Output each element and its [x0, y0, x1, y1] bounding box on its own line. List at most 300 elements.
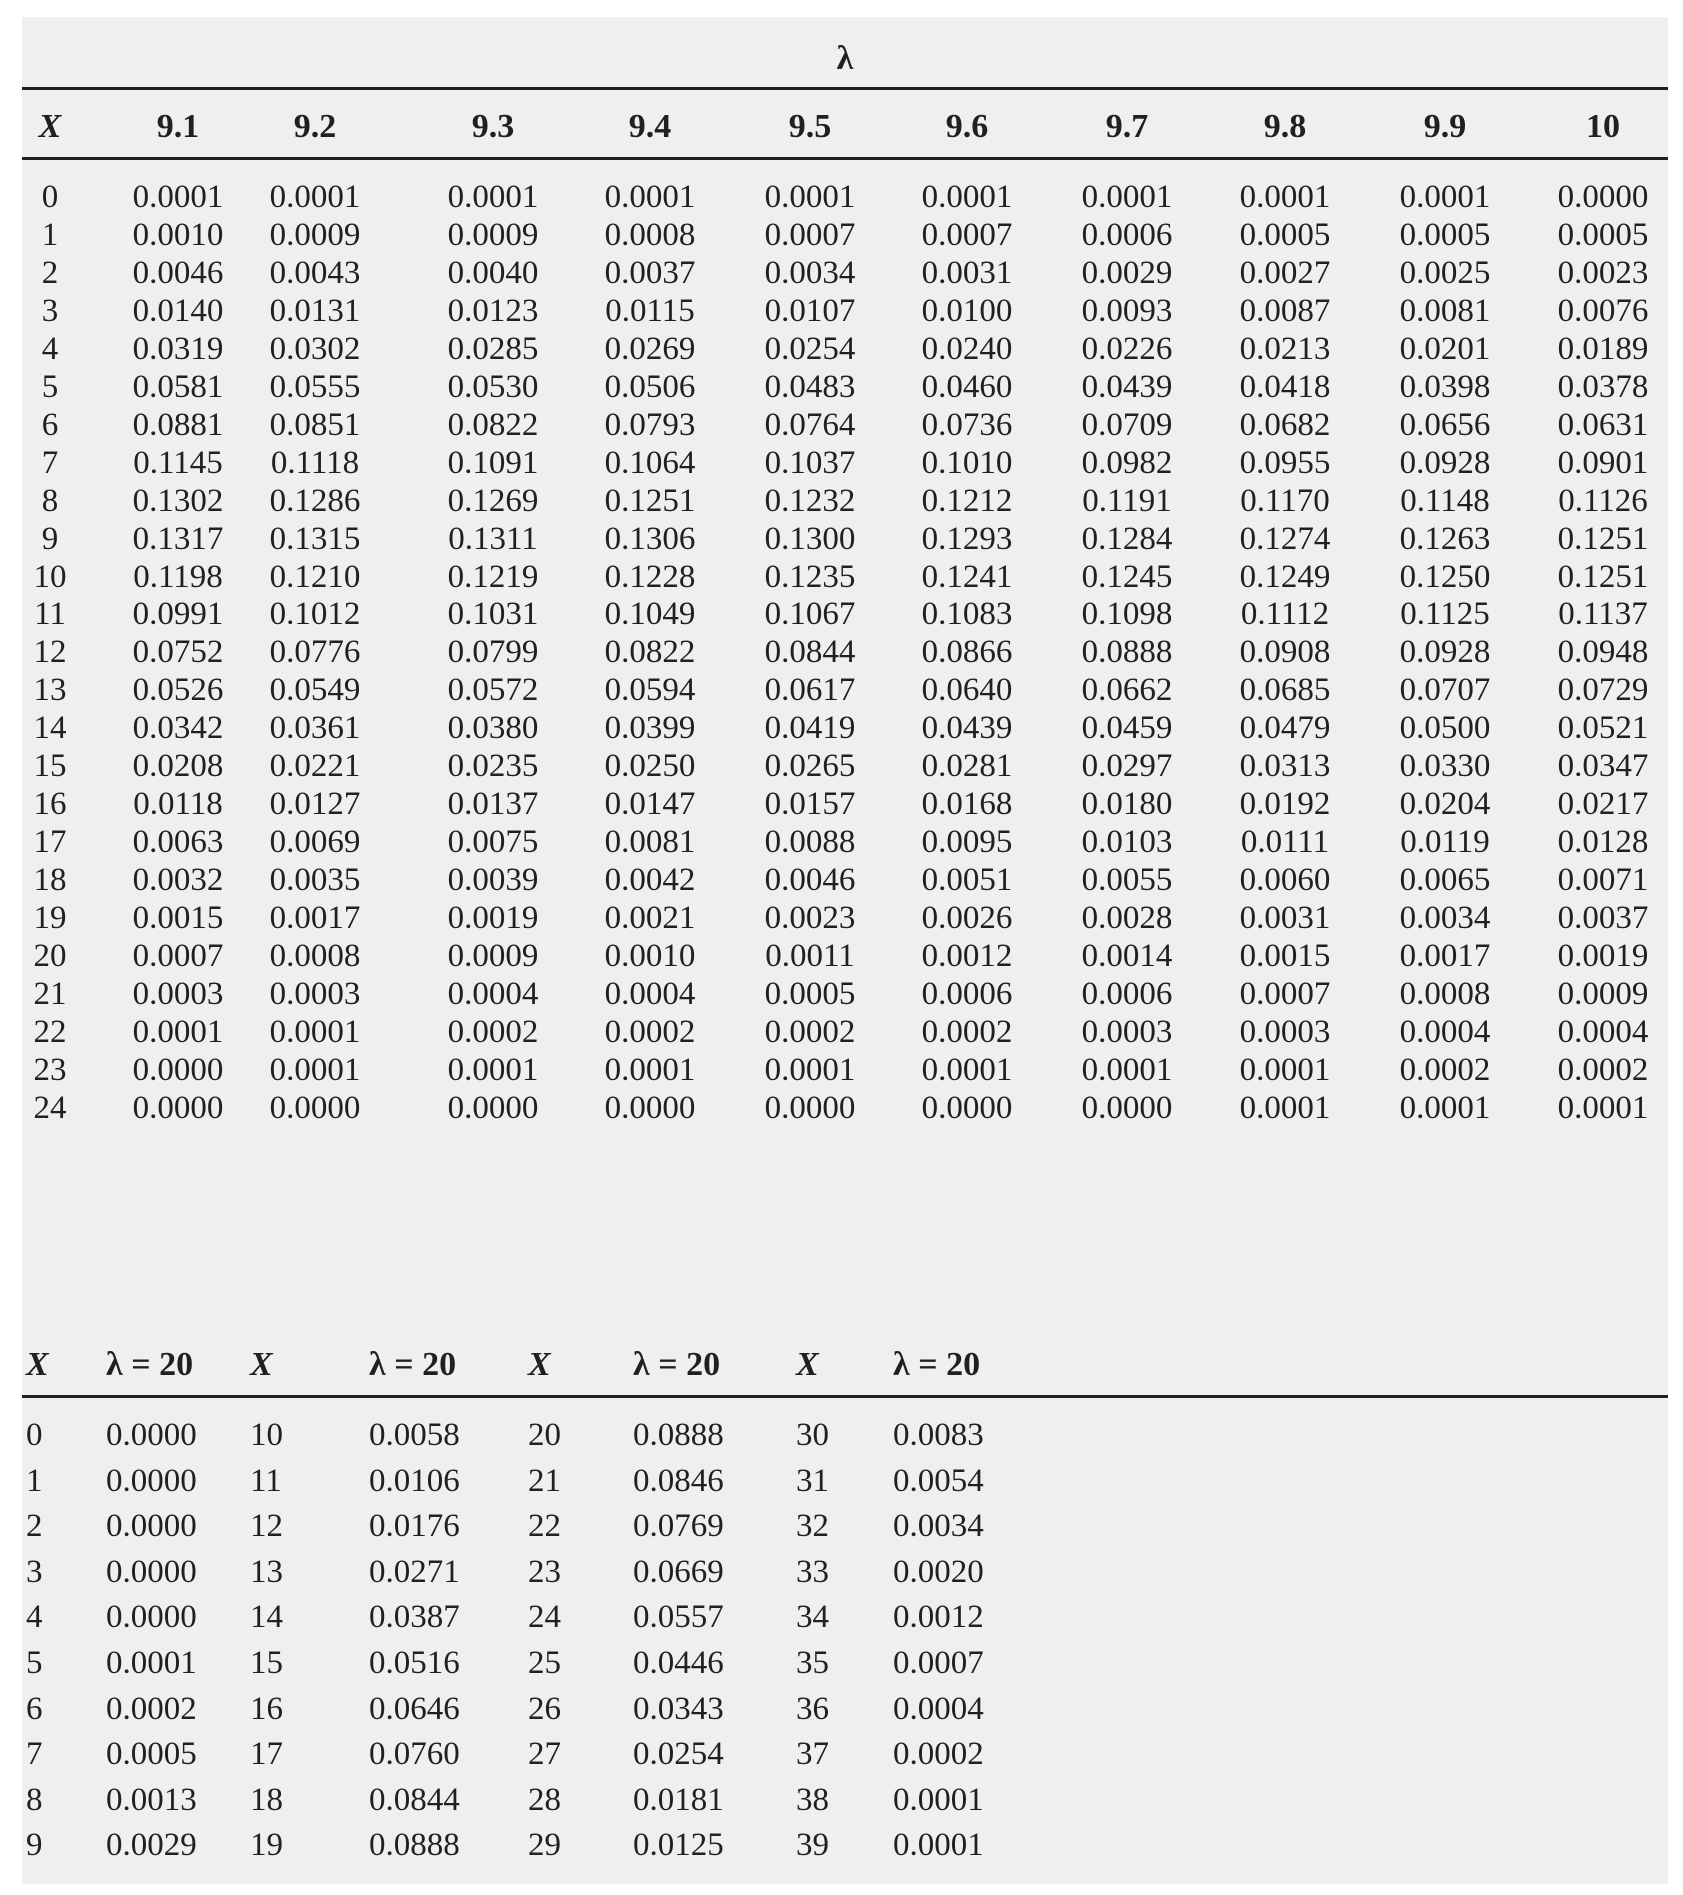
probability-value: 0.1137: [1558, 596, 1648, 633]
probability-value: 0.0023: [764, 900, 856, 937]
probability-value: 0.0001: [604, 179, 696, 215]
x-value: 7: [41, 444, 59, 481]
probability-value: 0.0707: [1399, 672, 1491, 709]
lambda-column-header: 9.7: [1105, 108, 1149, 145]
x-value: 3: [41, 292, 59, 329]
x-value: 8: [26, 1781, 43, 1818]
probability-value: 0.0000: [106, 1599, 197, 1636]
probability-value: 0.0387: [369, 1599, 460, 1636]
probability-value: 0.0000: [106, 1508, 197, 1545]
lambda-20-column-header: λ = 20: [369, 1346, 457, 1383]
probability-value: 0.1145: [133, 444, 223, 481]
x-value: 3: [26, 1553, 43, 1590]
probability-value: 0.0054: [893, 1462, 984, 1499]
probability-value: 0.0015: [1239, 938, 1331, 974]
probability-value: 0.0002: [1399, 1051, 1491, 1088]
probability-value: 0.0866: [921, 634, 1013, 671]
probability-value: 0.0000: [106, 1417, 197, 1453]
x-value: 1: [26, 1462, 43, 1499]
probability-value: 0.0118: [133, 786, 223, 823]
probability-value: 0.0157: [764, 786, 856, 823]
probability-value: 0.0014: [1081, 938, 1173, 974]
probability-value: 0.0000: [132, 1051, 224, 1088]
x-value: 24: [33, 1089, 67, 1126]
x-value: 4: [41, 330, 59, 367]
probability-value: 0.1263: [1399, 520, 1491, 557]
probability-value: 0.0002: [604, 1013, 696, 1050]
probability-value: 0.0075: [447, 824, 539, 861]
probability-value: 0.0181: [633, 1781, 724, 1818]
probability-value: 0.0347: [1557, 748, 1649, 785]
probability-value: 0.1212: [921, 482, 1013, 519]
probability-value: 0.0004: [604, 975, 696, 1012]
probability-value: 0.0572: [447, 672, 539, 709]
x-value: 2: [41, 254, 59, 291]
lambda-column-header: 9.8: [1263, 108, 1307, 145]
probability-value: 0.0769: [633, 1508, 724, 1545]
probability-value: 0.0076: [1557, 292, 1649, 329]
x-value: 0: [26, 1417, 43, 1453]
probability-value: 0.0709: [1081, 406, 1173, 443]
probability-value: 0.0095: [921, 824, 1013, 861]
probability-value: 0.0000: [1557, 179, 1649, 215]
probability-value: 0.0128: [1557, 824, 1649, 861]
table-row: [22, 1085, 1668, 1131]
x-value: 35: [796, 1645, 829, 1681]
probability-value: 0.0004: [1557, 1013, 1649, 1050]
probability-value: 0.0046: [132, 254, 224, 291]
x-column-header: X: [528, 1346, 551, 1383]
probability-value: 0.0254: [633, 1736, 724, 1773]
x-value: 39: [796, 1827, 829, 1864]
probability-value: 0.0011: [765, 938, 855, 974]
probability-value: 0.0189: [1557, 330, 1649, 367]
probability-value: 0.0001: [921, 179, 1013, 215]
probability-value: 0.0001: [1399, 179, 1491, 215]
x-value: 18: [250, 1781, 283, 1818]
probability-value: 0.0682: [1239, 406, 1331, 443]
x-value: 8: [41, 482, 59, 519]
probability-value: 0.0822: [447, 406, 539, 443]
table-row: [22, 1686, 1668, 1732]
probability-value: 0.0888: [633, 1417, 724, 1453]
probability-value: 0.0001: [893, 1781, 984, 1818]
probability-value: 0.0147: [604, 786, 696, 823]
probability-value: 0.0006: [1081, 975, 1173, 1012]
probability-value: 0.0009: [1557, 975, 1649, 1012]
probability-value: 0.1064: [604, 444, 696, 481]
probability-value: 0.0003: [269, 975, 361, 1012]
probability-value: 0.0000: [447, 1089, 539, 1126]
probability-value: 0.0012: [921, 938, 1013, 974]
probability-value: 0.1245: [1081, 558, 1173, 595]
x-value: 38: [796, 1781, 829, 1818]
probability-value: 0.1315: [269, 520, 361, 557]
probability-value: 0.0001: [269, 1013, 361, 1050]
probability-value: 0.0002: [921, 1013, 1013, 1050]
x-value: 23: [528, 1553, 561, 1590]
x-value: 9: [41, 520, 59, 557]
probability-value: 0.0760: [369, 1736, 460, 1773]
probability-value: 0.1269: [447, 482, 539, 519]
probability-value: 0.0000: [604, 1089, 696, 1126]
probability-value: 0.0002: [1557, 1051, 1649, 1088]
probability-value: 0.0007: [132, 938, 224, 974]
probability-value: 0.0010: [132, 216, 224, 253]
probability-value: 0.0235: [447, 748, 539, 785]
x-value: 14: [250, 1599, 283, 1636]
probability-value: 0.0008: [269, 938, 361, 974]
x-value: 22: [33, 1013, 67, 1050]
lambda-title: λ: [836, 40, 854, 77]
probability-value: 0.0004: [447, 975, 539, 1012]
table-row: [22, 1731, 1668, 1777]
lambda-20-column-header: λ = 20: [106, 1346, 194, 1383]
probability-value: 0.0001: [1081, 1051, 1173, 1088]
x-value: 23: [33, 1051, 67, 1088]
probability-value: 0.0685: [1239, 672, 1331, 709]
x-value: 13: [250, 1553, 283, 1590]
probability-value: 0.0001: [1239, 179, 1331, 215]
probability-value: 0.1219: [447, 558, 539, 595]
probability-value: 0.1293: [921, 520, 1013, 557]
probability-value: 0.0005: [764, 975, 856, 1012]
probability-value: 0.1067: [764, 596, 856, 633]
lambda-column-header: 9.1: [156, 108, 200, 145]
lambda-column-header: 9.6: [945, 108, 989, 145]
probability-value: 0.0131: [269, 292, 361, 329]
probability-value: 0.0009: [269, 216, 361, 253]
probability-value: 0.0265: [764, 748, 856, 785]
probability-value: 0.1170: [1240, 482, 1330, 519]
probability-value: 0.0012: [893, 1599, 984, 1636]
x-value: 2: [26, 1508, 43, 1545]
probability-value: 0.0000: [921, 1089, 1013, 1126]
probability-value: 0.0736: [921, 406, 1013, 443]
probability-value: 0.0549: [269, 672, 361, 709]
probability-value: 0.0269: [604, 330, 696, 367]
probability-value: 0.0029: [1081, 254, 1173, 291]
probability-value: 0.0000: [132, 1089, 224, 1126]
lambda-20-column-header: λ = 20: [893, 1346, 981, 1383]
probability-value: 0.0764: [764, 406, 856, 443]
probability-value: 0.0851: [269, 406, 361, 443]
x-value: 16: [33, 786, 67, 823]
probability-value: 0.0034: [764, 254, 856, 291]
probability-value: 0.0982: [1081, 444, 1173, 481]
probability-value: 0.0776: [269, 634, 361, 671]
probability-value: 0.0446: [633, 1645, 724, 1681]
probability-value: 0.0042: [604, 862, 696, 899]
probability-value: 0.0005: [1239, 216, 1331, 253]
x-value: 27: [528, 1736, 561, 1773]
probability-value: 0.0035: [269, 862, 361, 899]
probability-value: 0.0516: [369, 1645, 460, 1681]
probability-value: 0.0015: [132, 900, 224, 937]
probability-value: 0.1098: [1081, 596, 1173, 633]
probability-value: 0.0001: [447, 179, 539, 215]
probability-value: 0.0003: [1239, 1013, 1331, 1050]
probability-value: 0.0846: [633, 1462, 724, 1499]
table-row: [22, 1822, 1668, 1868]
probability-value: 0.0001: [269, 179, 361, 215]
probability-value: 0.0115: [605, 292, 695, 329]
probability-value: 0.0083: [893, 1417, 984, 1453]
x-value: 12: [33, 634, 67, 671]
probability-value: 0.0001: [1081, 179, 1173, 215]
probability-value: 0.0004: [1399, 1013, 1491, 1050]
probability-value: 0.0007: [921, 216, 1013, 253]
probability-value: 0.0008: [604, 216, 696, 253]
probability-value: 0.0013: [106, 1781, 197, 1818]
probability-value: 0.0250: [604, 748, 696, 785]
probability-value: 0.0026: [921, 900, 1013, 937]
probability-value: 0.0729: [1557, 672, 1649, 709]
probability-value: 0.0581: [132, 368, 224, 405]
probability-value: 0.0063: [132, 824, 224, 861]
probability-value: 0.0001: [893, 1827, 984, 1864]
probability-value: 0.0071: [1557, 862, 1649, 899]
probability-value: 0.0419: [764, 710, 856, 747]
probability-value: 0.1091: [447, 444, 539, 481]
x-value: 7: [26, 1736, 43, 1773]
x-value: 15: [250, 1645, 283, 1681]
probability-value: 0.1306: [604, 520, 696, 557]
table2-header-row: [22, 1342, 1668, 1388]
probability-value: 0.0008: [1399, 975, 1491, 1012]
probability-value: 0.0002: [893, 1736, 984, 1773]
probability-value: 0.0111: [1240, 824, 1330, 861]
probability-value: 0.0019: [447, 900, 539, 937]
x-value: 15: [33, 748, 67, 785]
probability-value: 0.1126: [1558, 482, 1648, 519]
probability-value: 0.0991: [132, 596, 224, 633]
probability-value: 0.0021: [604, 900, 696, 937]
probability-value: 0.0948: [1557, 634, 1649, 671]
probability-value: 0.0799: [447, 634, 539, 671]
probability-value: 0.0594: [604, 672, 696, 709]
x-value: 21: [528, 1462, 561, 1499]
probability-value: 0.0001: [764, 1051, 856, 1088]
x-value: 22: [528, 1508, 561, 1545]
probability-value: 0.0005: [106, 1736, 197, 1773]
x-value: 13: [33, 672, 67, 709]
x-value: 18: [33, 862, 67, 899]
table-row: [22, 1458, 1668, 1504]
probability-value: 0.0002: [764, 1013, 856, 1050]
probability-value: 0.0007: [893, 1645, 984, 1681]
x-value: 20: [528, 1417, 561, 1453]
probability-value: 0.1037: [764, 444, 856, 481]
x-value: 5: [26, 1645, 43, 1681]
probability-value: 0.0217: [1557, 786, 1649, 823]
table-row: [22, 1412, 1668, 1458]
probability-value: 0.0285: [447, 330, 539, 367]
probability-value: 0.0020: [893, 1553, 984, 1590]
probability-value: 0.0046: [764, 862, 856, 899]
x-value: 33: [796, 1553, 829, 1590]
probability-value: 0.1251: [604, 482, 696, 519]
probability-value: 0.0040: [447, 254, 539, 291]
probability-value: 0.0039: [447, 862, 539, 899]
table2-header-rule: [22, 1395, 1668, 1398]
probability-value: 0.0025: [1399, 254, 1491, 291]
probability-value: 0.0003: [132, 975, 224, 1012]
x-value: 6: [41, 406, 59, 443]
table-row: [22, 1549, 1668, 1595]
probability-value: 0.0027: [1239, 254, 1331, 291]
probability-value: 0.0226: [1081, 330, 1173, 367]
probability-value: 0.0001: [1239, 1089, 1331, 1126]
probability-value: 0.0168: [921, 786, 1013, 823]
probability-value: 0.0037: [1557, 900, 1649, 937]
probability-value: 0.0330: [1399, 748, 1491, 785]
probability-value: 0.0500: [1399, 710, 1491, 747]
probability-value: 0.0000: [1081, 1089, 1173, 1126]
probability-value: 0.0001: [604, 1051, 696, 1088]
probability-value: 0.0000: [106, 1553, 197, 1590]
probability-value: 0.0617: [764, 672, 856, 709]
probability-value: 0.0055: [1081, 862, 1173, 899]
probability-value: 0.0000: [764, 1089, 856, 1126]
probability-value: 0.0081: [1399, 292, 1491, 329]
probability-value: 0.0006: [921, 975, 1013, 1012]
probability-value: 0.1125: [1400, 596, 1490, 633]
table-row: [22, 1777, 1668, 1823]
probability-value: 0.1311: [448, 520, 538, 557]
x-value: 19: [33, 900, 67, 937]
probability-value: 0.0844: [369, 1781, 460, 1818]
probability-value: 0.0631: [1557, 406, 1649, 443]
probability-value: 0.0031: [921, 254, 1013, 291]
probability-value: 0.0662: [1081, 672, 1173, 709]
probability-value: 0.1235: [764, 558, 856, 595]
probability-value: 0.0221: [269, 748, 361, 785]
x-value: 31: [796, 1462, 829, 1499]
top-rule: [22, 87, 1668, 90]
probability-value: 0.0007: [1239, 975, 1331, 1012]
x-value: 17: [33, 824, 67, 861]
probability-value: 0.0006: [1081, 216, 1173, 253]
x-value: 11: [250, 1462, 282, 1499]
probability-value: 0.0087: [1239, 292, 1331, 329]
probability-value: 0.0051: [921, 862, 1013, 899]
lambda-20-column-header: λ = 20: [633, 1346, 721, 1383]
probability-value: 0.0399: [604, 710, 696, 747]
probability-value: 0.0361: [269, 710, 361, 747]
probability-value: 0.0001: [764, 179, 856, 215]
probability-value: 0.0646: [369, 1690, 460, 1727]
x-value: 28: [528, 1781, 561, 1818]
table-row: [22, 1594, 1668, 1640]
probability-value: 0.0002: [106, 1690, 197, 1727]
probability-value: 0.0380: [447, 710, 539, 747]
probability-value: 0.0908: [1239, 634, 1331, 671]
probability-value: 0.0100: [921, 292, 1013, 329]
probability-value: 0.0793: [604, 406, 696, 443]
probability-value: 0.0009: [447, 938, 539, 974]
probability-value: 0.0343: [633, 1690, 724, 1727]
probability-value: 0.1083: [921, 596, 1013, 633]
probability-value: 0.0005: [1399, 216, 1491, 253]
probability-value: 0.0928: [1399, 444, 1491, 481]
poisson-table-panel: [22, 17, 1668, 1884]
probability-value: 0.1300: [764, 520, 856, 557]
probability-value: 0.0439: [1081, 368, 1173, 405]
x-value: 0: [41, 179, 59, 215]
probability-value: 0.0060: [1239, 862, 1331, 899]
x-value: 25: [528, 1645, 561, 1681]
x-value: 21: [33, 975, 67, 1012]
lambda-column-header: 9.5: [788, 108, 832, 145]
probability-value: 0.0001: [132, 1013, 224, 1050]
probability-value: 0.0201: [1399, 330, 1491, 367]
probability-value: 0.0007: [764, 216, 856, 253]
probability-value: 0.0125: [633, 1827, 724, 1864]
x-column-header: X: [26, 1346, 49, 1383]
probability-value: 0.1198: [133, 558, 223, 595]
probability-value: 0.1210: [269, 558, 361, 595]
x-value: 5: [41, 368, 59, 405]
probability-value: 0.0240: [921, 330, 1013, 367]
probability-value: 0.0557: [633, 1599, 724, 1636]
x-value: 4: [26, 1599, 43, 1636]
probability-value: 0.1317: [132, 520, 224, 557]
probability-value: 0.0656: [1399, 406, 1491, 443]
probability-value: 0.0822: [604, 634, 696, 671]
probability-value: 0.0037: [604, 254, 696, 291]
x-value: 10: [33, 558, 67, 595]
lambda-column-header: 9.3: [471, 108, 515, 145]
probability-value: 0.0955: [1239, 444, 1331, 481]
probability-value: 0.1251: [1557, 520, 1649, 557]
probability-value: 0.0001: [1239, 1051, 1331, 1088]
probability-value: 0.0506: [604, 368, 696, 405]
probability-value: 0.0043: [269, 254, 361, 291]
probability-value: 0.0460: [921, 368, 1013, 405]
x-value: 12: [250, 1508, 283, 1545]
probability-value: 0.0254: [764, 330, 856, 367]
probability-value: 0.0017: [269, 900, 361, 937]
probability-value: 0.0019: [1557, 938, 1649, 974]
probability-value: 0.0888: [369, 1827, 460, 1864]
probability-value: 0.0213: [1239, 330, 1331, 367]
x-value: 9: [26, 1827, 43, 1864]
probability-value: 0.0418: [1239, 368, 1331, 405]
probability-value: 0.0009: [447, 216, 539, 253]
probability-value: 0.0001: [132, 179, 224, 215]
probability-value: 0.0001: [921, 1051, 1013, 1088]
table-row: [22, 1640, 1668, 1686]
probability-value: 0.1251: [1557, 558, 1649, 595]
probability-value: 0.0928: [1399, 634, 1491, 671]
probability-value: 0.0137: [447, 786, 539, 823]
probability-value: 0.1010: [921, 444, 1013, 481]
probability-value: 0.0302: [269, 330, 361, 367]
probability-value: 0.0031: [1239, 900, 1331, 937]
x-value: 30: [796, 1417, 829, 1453]
probability-value: 0.0023: [1557, 254, 1649, 291]
lambda-column-header: 9.9: [1423, 108, 1467, 145]
probability-value: 0.1148: [1400, 482, 1490, 519]
probability-value: 0.1302: [132, 482, 224, 519]
probability-value: 0.0881: [132, 406, 224, 443]
probability-value: 0.0530: [447, 368, 539, 405]
probability-value: 0.1118: [270, 444, 360, 481]
lambda-column-header: 9.4: [628, 108, 672, 145]
probability-value: 0.0002: [447, 1013, 539, 1050]
probability-value: 0.0192: [1239, 786, 1331, 823]
